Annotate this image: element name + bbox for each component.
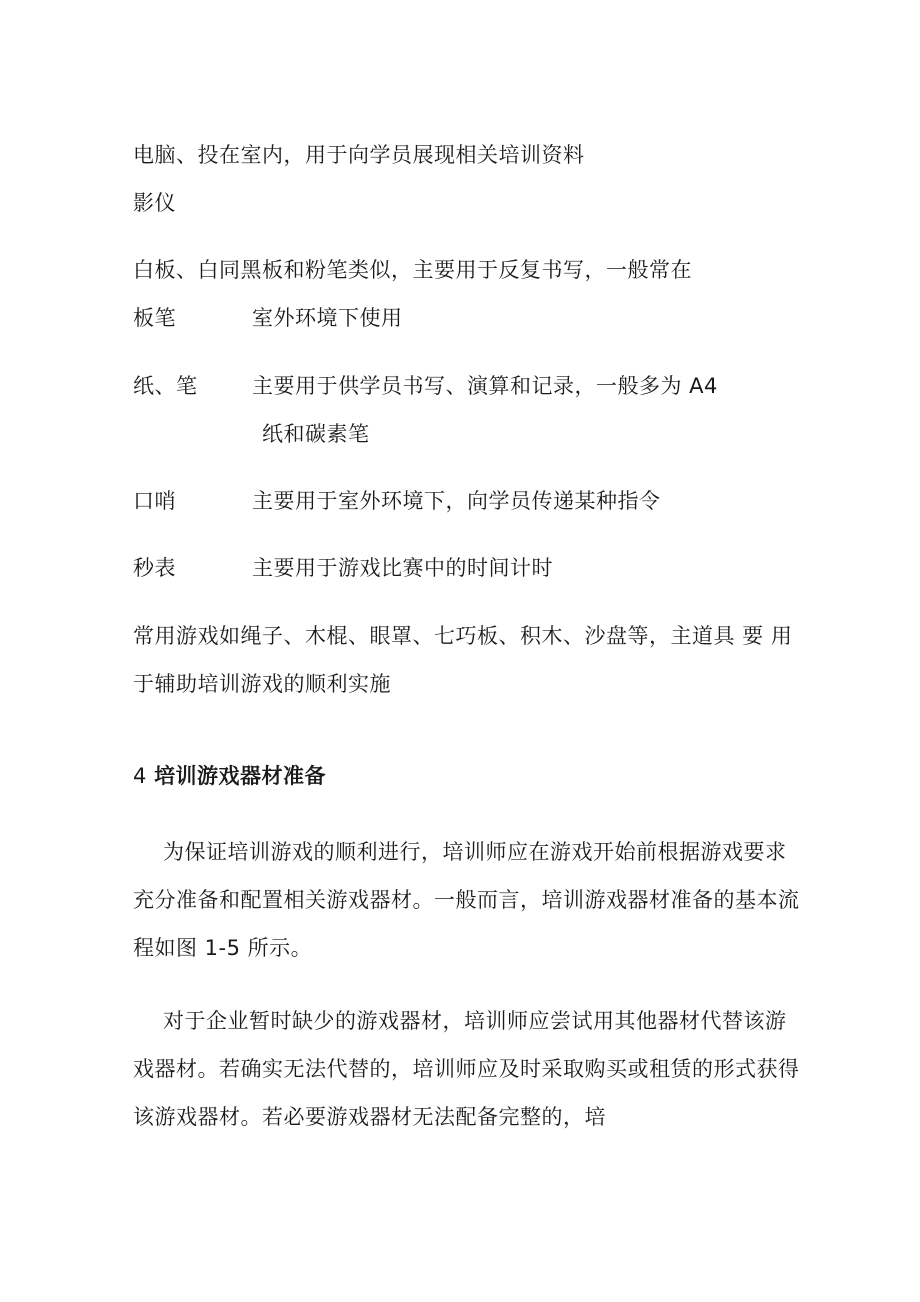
paragraph-1-line-2: 充分准备和配置相关游戏器材。一般而言，培训游戏器材准备的基本流 (133, 888, 800, 912)
game-props-line-2: 于辅助培训游戏的顺利实施 (133, 672, 391, 696)
equipment-desc-whistle: 主要用于室外环境下，向学员传递某种指令 (252, 489, 661, 513)
equipment-item-stopwatch: 秒表 (133, 556, 176, 580)
equipment-desc-whiteboard-cont: 室外环境下使用 (252, 306, 403, 330)
equipment-item-whiteboard-pen: 板笔 (133, 306, 176, 330)
section-heading (133, 762, 326, 790)
paragraph-2-line-1: 对于企业暂时缺少的游戏器材，培训师应尝试用其他器材代替该游 (163, 1009, 787, 1033)
equipment-desc-whiteboard: 白板、白同黑板和粉笔类似，主要用于反复书写，一般常在 (133, 258, 692, 282)
equipment-desc-stopwatch: 主要用于游戏比赛中的时间计时 (252, 556, 553, 580)
equipment-desc-paper-pen: 主要用于供学员书写、演算和记录，一般多为 A4 (252, 374, 718, 398)
paragraph-2-line-2: 戏器材。若确实无法代替的，培训师应及时采取购买或租赁的形式获得 (133, 1057, 800, 1081)
section-title: 培训游戏器材准备 (154, 764, 327, 788)
equipment-item-projector: 影仪 (133, 191, 176, 215)
equipment-item-paper-pen: 纸、笔 (133, 374, 198, 398)
section-number: 4 (133, 764, 147, 788)
paragraph-1-line-3: 程如图 1-5 所示。 (133, 936, 313, 960)
equipment-desc-computer: 电脑、投在室内，用于向学员展现相关培训资料 (133, 143, 585, 167)
equipment-item-whistle: 口哨 (133, 489, 176, 513)
game-props-line-1: 常用游戏如绳子、木棍、眼罩、七巧板、积木、沙盘等，主道具 要 用 (133, 624, 793, 648)
paragraph-1-line-1: 为保证培训游戏的顺利进行，培训师应在游戏开始前根据游戏要求 (163, 840, 787, 864)
paragraph-2-line-3: 该游戏器材。若必要游戏器材无法配备完整的，培 (133, 1105, 606, 1129)
equipment-desc-paper-pen-cont: 纸和碳素笔 (262, 422, 370, 446)
